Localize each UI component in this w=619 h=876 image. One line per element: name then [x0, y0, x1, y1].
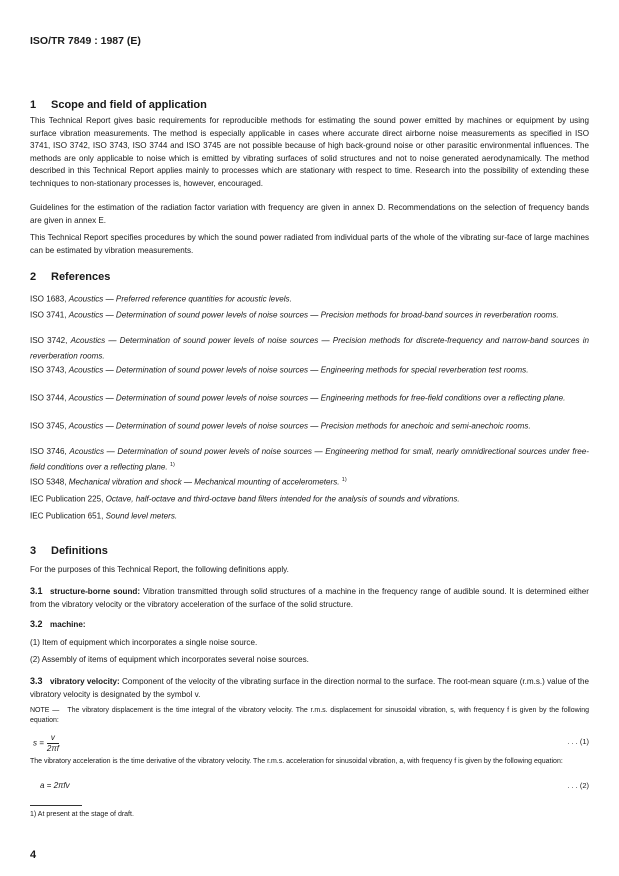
clause-number: 3.1 [30, 586, 43, 596]
note [30, 706, 589, 725]
definition-text: Component of the velocity of the vibrating surface in the direction normal to the surface. The root-mean square (r.m.s.) value of the vibratory velocity is designated by the symbol v. [30, 677, 589, 699]
reference-title: Acoustics — Determination of sound power levels of noise sources — Engineering methods for free-field conditions over a reflecting plane. [68, 393, 566, 403]
list-item: (1) Item of equipment which incorporates a single noise source. [30, 638, 258, 647]
reference-item [30, 335, 589, 363]
equation-1 [33, 733, 59, 754]
section-1-heading [30, 99, 207, 111]
paragraph: Guidelines for the estimation of the radiation factor variation with frequency are given in annex D. Recommendations on the selection of frequency bands are given in annex E. [30, 203, 589, 225]
reference-item [30, 418, 589, 433]
page-number: 4 [30, 849, 37, 861]
definition-3-2 [30, 618, 589, 632]
reference-title: Acoustics — Determination of sound power levels of noise sources — Precision methods for anechoic and semi-anechoic rooms. [68, 421, 531, 431]
reference-title: Acoustics — Determination of sound power levels of noise sources — Precision methods for broad-band sources in reverberation rooms. [68, 310, 559, 320]
definition-3-1 [30, 585, 589, 611]
definition-text: Vibration transmitted through solid structures of a machine in the frequency range of audible sound. It is determined either from the vibratory velocity or the vibratory acceleration of the surface of the solid structure. [30, 587, 589, 609]
reference-id: ISO 3746, [30, 447, 67, 456]
note-text: The vibratory displacement is the time integral of the vibratory velocity. The r.m.s. displacement for sinusoidal vibration, s, with frequency f is given by the following equation: [30, 707, 590, 724]
document-header: ISO/TR 7849 : 1987 (E) [30, 35, 141, 47]
reference-item [30, 390, 589, 405]
definitions-intro: For the purposes of this Technical Report, the following definitions apply. [30, 565, 289, 574]
section-number: 2 [30, 271, 37, 283]
reference-item [30, 362, 589, 377]
reference-id: ISO 3742, [30, 336, 68, 345]
note-continued: The vibratory acceleration is the time derivative of the vibratory velocity. The r.m.s. acceleration for sinusoidal vibration, a, with frequency f is given by the following equation: [30, 758, 563, 765]
paragraph: This Technical Report gives basic requirements for reproducible methods for estimating the sound power emitted by machines or equipment by using surface vibration measurements. The method is especially applicable in cases where accurate direct airborne noise measurements as specified in ISO 3741, ISO 3742, ISO 3743, ISO 3744 and ISO 3745 are not possible because of high back-ground noise or other parasitic environmental influences. The methods are only applicable to noise which is emitted by vibrating surfaces of solid structures and not to noise generated aerodynamically. The method described in this Technical Report applies mainly to processes which are stationary with respect to time. Research into the possibility of extending these techniques to non-stationary processes is, however, encouraged. [30, 116, 589, 188]
fraction-denominator: 2πf [46, 744, 59, 753]
reference-title: Acoustics — Determination of sound power levels of noise sources — Engineering methods for special reverberation test rooms. [68, 365, 529, 375]
definition-3-3 [30, 675, 589, 701]
reference-item [30, 474, 589, 489]
note-label: NOTE — [30, 707, 60, 714]
term: structure-borne sound: [50, 587, 141, 596]
reference-id: ISO 3744, [30, 393, 67, 403]
list-item: (2) Assembly of items of equipment which incorporates several noise sources. [30, 655, 309, 664]
reference-title: Sound level meters. [105, 511, 178, 521]
reference-item [30, 508, 589, 523]
footnote-divider [30, 805, 82, 806]
clause-number: 3.3 [30, 676, 43, 686]
section-2-heading [30, 271, 110, 283]
equation-2: a = 2πfv [40, 781, 70, 790]
paragraph: This Technical Report specifies procedures by which the sound power radiated from individual parts of the whole of the vibrating sur-face of large machines can be estimated by vibration measurements. [30, 233, 589, 255]
reference-id: IEC Publication 225, [30, 494, 104, 504]
equation-lhs: s = [33, 738, 44, 748]
section-title: Definitions [51, 545, 108, 557]
reference-item [30, 307, 589, 322]
reference-id: IEC Publication 651, [30, 511, 104, 521]
reference-item [30, 291, 589, 306]
clause-number: 3.2 [30, 619, 43, 629]
section-number: 3 [30, 545, 37, 557]
footnote-ref: 1) [169, 461, 175, 468]
reference-id: ISO 1683, [30, 294, 67, 304]
footnote-ref: 1) [341, 477, 347, 483]
section-3-heading [30, 545, 108, 557]
equation-number: . . . (1) [567, 737, 589, 746]
section-title: Scope and field of application [51, 99, 207, 111]
reference-item [30, 446, 589, 474]
reference-title: Acoustics — Determination of sound power levels of noise sources — Engineering method for small, nearly omnidirectional sources under free-field conditions over a reflecting plane. [30, 447, 590, 472]
equation-number: . . . (2) [567, 781, 589, 790]
reference-id: ISO 3745, [30, 421, 67, 431]
reference-title: Acoustics — Preferred reference quantities for acoustic levels. [68, 294, 292, 304]
term: machine: [50, 620, 86, 629]
reference-id: ISO 5348, [30, 477, 67, 487]
section-title: References [51, 271, 111, 283]
reference-id: ISO 3741, [30, 310, 67, 320]
reference-title: Acoustics — Determination of sound power levels of noise sources — Precision methods for discrete-frequency and narrow-band sources in reverberation rooms. [30, 336, 589, 361]
section-number: 1 [30, 99, 37, 111]
reference-title: Octave, half-octave and third-octave band filters intended for the analysis of sounds and vibrations. [105, 494, 460, 504]
footnote: 1) At present at the stage of draft. [30, 811, 134, 818]
reference-item [30, 491, 589, 506]
reference-id: ISO 3743, [30, 365, 67, 375]
reference-title: Mechanical vibration and shock — Mechanical mounting of accelerometers. [68, 477, 340, 487]
term: vibratory velocity: [50, 677, 120, 686]
fraction-numerator: v [47, 733, 59, 744]
